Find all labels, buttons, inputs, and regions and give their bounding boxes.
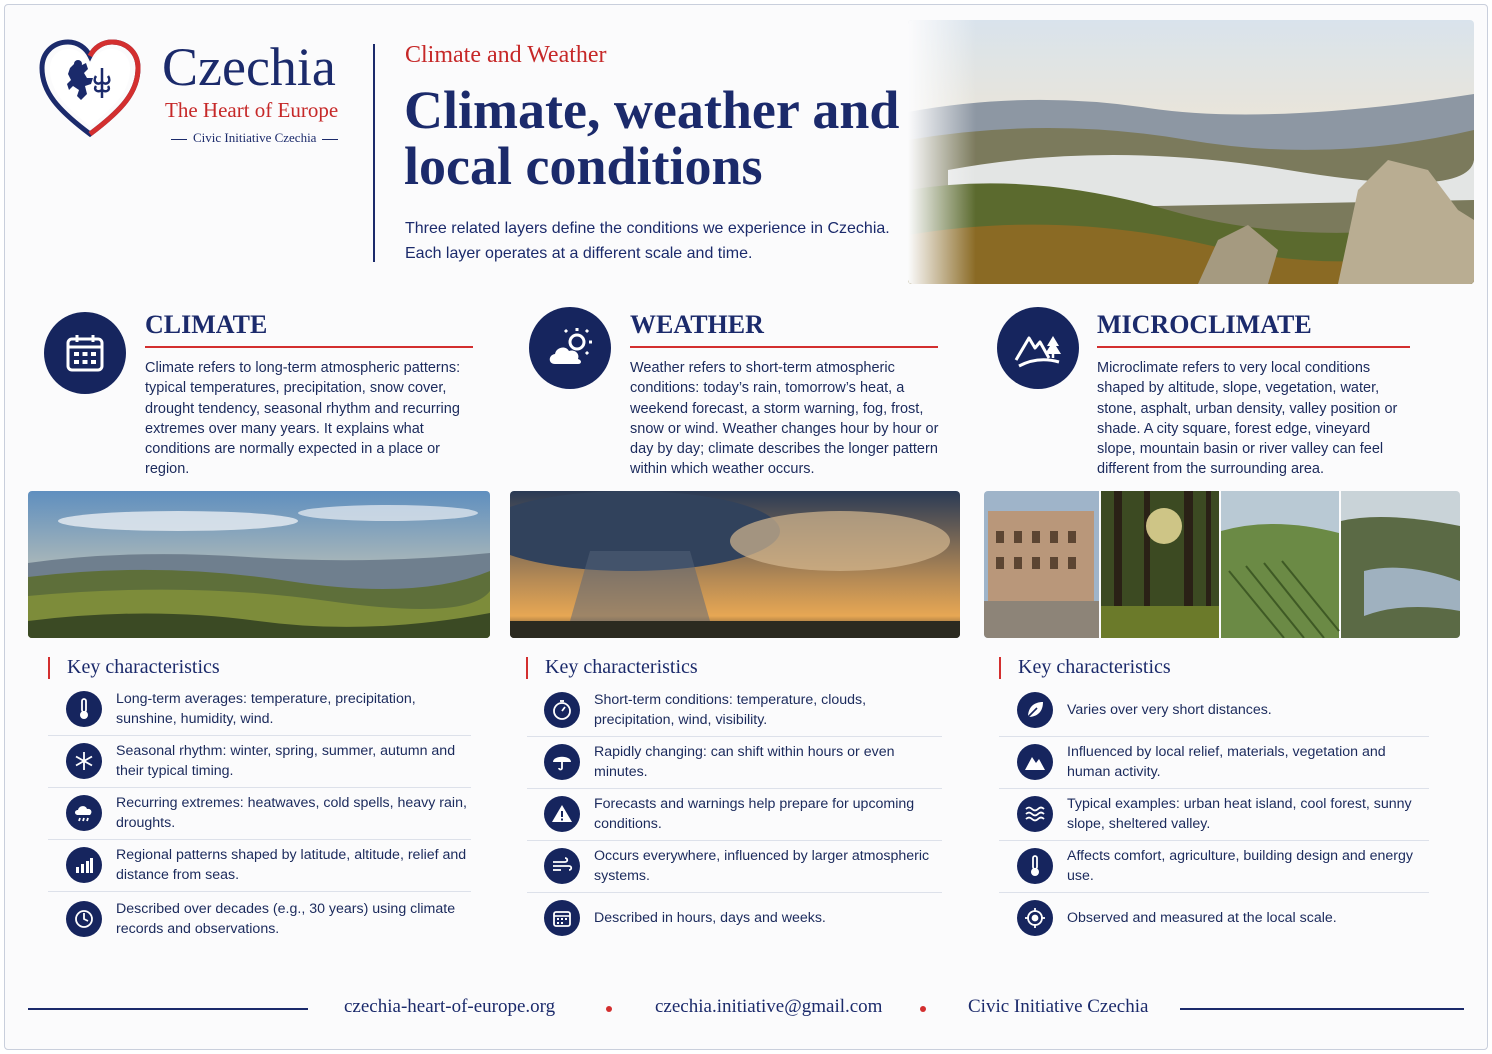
list-divider <box>48 891 471 892</box>
microclimate-photo-strip <box>984 491 1460 638</box>
clock-icon <box>66 901 102 937</box>
list-item-text: Influenced by local relief, materials, vegetation and human activity. <box>1067 744 1386 780</box>
microclimate-heading: MICROCLIMATE <box>1097 310 1312 339</box>
brand-tagline: The Heart of Europe <box>165 98 339 122</box>
list-item-text: Regional patterns shaped by latitude, altitude, relief and distance from seas. <box>116 847 467 883</box>
list-item <box>66 787 471 839</box>
weather-description: Weather refers to short-term atmospheric conditions: today’s rain, tomorrow’s heat, a weekend forecast, a storm warning, fog, frost, snow or wind. Weather changes hour by hour or day by day; climate describes the longer pattern within which weather occurs. <box>630 360 939 478</box>
bar-chart-icon <box>66 847 102 883</box>
list-item-text: Typical examples: urban heat island, cool forest, sunny slope, sheltered valley. <box>1067 796 1412 832</box>
umbrella-icon <box>544 744 580 780</box>
climate-heading: CLIMATE <box>145 310 268 339</box>
thermometer-icon <box>1017 848 1053 884</box>
list-item-text: Long-term averages: temperature, precipitation, sunshine, humidity, wind. <box>116 691 416 727</box>
page-title: Climate, weather and local conditions <box>404 80 900 196</box>
microclimate-key-title: Key characteristics <box>1018 656 1171 678</box>
list-item <box>66 735 471 787</box>
microclimate-heading-rule <box>1097 346 1410 348</box>
footer-rule-left <box>28 1008 308 1010</box>
list-item-text: Short-term conditions: temperature, clouds, precipitation, wind, visibility. <box>594 692 867 728</box>
weather-key-title: Key characteristics <box>545 656 698 678</box>
snowflake-icon <box>66 743 102 779</box>
kc-accent-bar <box>526 657 528 679</box>
sun-cloud-icon <box>529 307 611 389</box>
list-item <box>66 839 471 891</box>
header-divider <box>373 44 375 262</box>
list-item <box>544 684 942 736</box>
footer-rule-right <box>1180 1008 1464 1010</box>
brand-subline: Civic Initiative Czechia <box>165 130 344 146</box>
list-item <box>1017 788 1429 840</box>
list-item <box>1017 892 1429 944</box>
list-item <box>1017 736 1429 788</box>
list-item <box>544 788 942 840</box>
list-item-text: Varies over very short distances. <box>1067 702 1272 718</box>
rain-cloud-icon <box>66 795 102 831</box>
calendar-icon <box>544 900 580 936</box>
brand-name: Czechia <box>162 37 336 97</box>
heart-lion-logo <box>38 38 142 138</box>
intro-text: Three related layers define the conditions we experience in Czechia. Each layer operates at a different scale and time. <box>405 220 890 262</box>
calendar-icon <box>44 312 126 394</box>
list-item <box>544 840 942 892</box>
list-item <box>1017 684 1429 736</box>
climate-landscape-photo <box>28 491 490 638</box>
hero-landscape-image <box>908 20 1474 284</box>
footer-website-link[interactable]: czechia-heart-of-europe.org <box>344 996 556 1017</box>
warning-icon <box>544 796 580 832</box>
list-item-text: Occurs everywhere, influenced by larger atmospheric systems. <box>594 848 930 884</box>
list-item-text: Rapidly changing: can shift within hours or even minutes. <box>594 744 895 780</box>
footer-email-link[interactable]: czechia.initiative@gmail.com <box>655 996 883 1017</box>
list-item-text: Affects comfort, agriculture, building design and energy use. <box>1067 848 1413 884</box>
kc-accent-bar <box>48 657 50 679</box>
eyebrow-label: Climate and Weather <box>405 42 607 68</box>
mountain-icon <box>1017 744 1053 780</box>
weather-heading-rule <box>630 346 938 348</box>
list-item-text: Forecasts and warnings help prepare for upcoming conditions. <box>594 796 915 832</box>
list-item-text: Described over decades (e.g., 30 years) using climate records and observations. <box>116 901 456 937</box>
list-item <box>1017 840 1429 892</box>
list-item-text: Seasonal rhythm: winter, spring, summer, autumn and their typical timing. <box>116 743 456 779</box>
list-item <box>66 893 471 945</box>
climate-key-title: Key characteristics <box>67 656 220 678</box>
list-item-text: Described in hours, days and weeks. <box>594 910 826 926</box>
list-item-text: Observed and measured at the local scale. <box>1067 910 1337 926</box>
list-item <box>544 736 942 788</box>
stopwatch-icon <box>544 692 580 728</box>
list-item <box>544 892 942 944</box>
mountain-tree-icon <box>997 307 1079 389</box>
climate-heading-rule <box>145 346 473 348</box>
weather-storm-photo <box>510 491 960 638</box>
target-icon <box>1017 900 1053 936</box>
climate-description: Climate refers to long-term atmospheric patterns: typical temperatures, precipitation, snow cover, drought tendency, seasonal rhythm and recurring extremes over many years. It explains what conditions are normally expected in a place or region. <box>145 360 461 478</box>
microclimate-description: Microclimate refers to very local conditions shaped by altitude, slope, vegetation, water, stone, asphalt, urban density, valley position or shade. A city square, forest edge, vineyard slope, mountain basin or river valley can feel different from the surrounding area. <box>1097 360 1398 478</box>
leaf-icon <box>1017 692 1053 728</box>
wind-icon <box>544 848 580 884</box>
waves-icon <box>1017 796 1053 832</box>
list-item <box>66 683 471 735</box>
footer-separator-dot <box>606 1006 612 1012</box>
thermometer-icon <box>66 691 102 727</box>
kc-accent-bar <box>999 657 1001 679</box>
weather-heading: WEATHER <box>630 310 764 339</box>
footer-separator-dot <box>920 1006 926 1012</box>
list-item-text: Recurring extremes: heatwaves, cold spells, heavy rain, droughts. <box>116 795 467 831</box>
footer-org-name: Civic Initiative Czechia <box>968 996 1149 1017</box>
